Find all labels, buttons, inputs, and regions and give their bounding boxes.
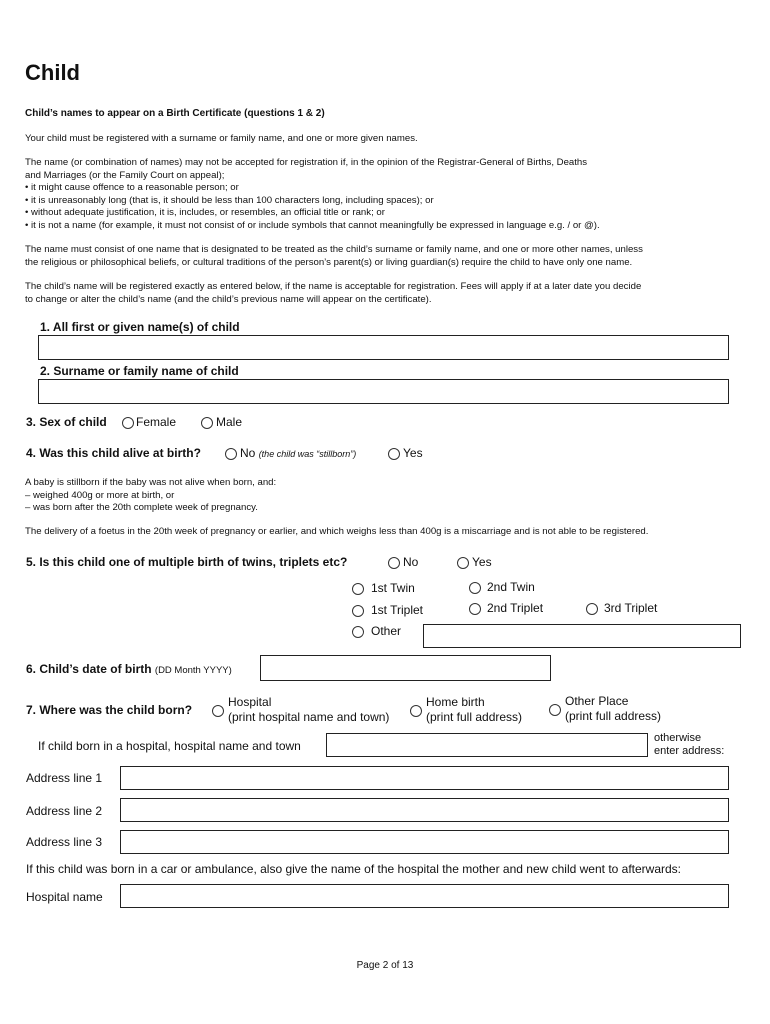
q4-label: 4. Was this child alive at birth? <box>26 446 201 460</box>
home-birth-option-label: Home birth (print full address) <box>426 695 523 724</box>
third-triplet-radio[interactable] <box>586 603 598 615</box>
names-subheading: Child’s names to appear on a Birth Certificate (questions 1 & 2) <box>25 108 325 119</box>
first-triplet-label: 1st Triplet <box>371 603 424 617</box>
intro-paragraph-4: The child’s name will be registered exactly as entered below, if the name is acceptable for registration. Fees will apply if at a later date you decide to change or alter the child’s name (and the child’s previous name will appear on the certificate). <box>25 281 642 305</box>
second-twin-label: 2nd Twin <box>487 580 535 594</box>
hospital-option-label: Hospital (print hospital name and town) <box>228 695 390 724</box>
other-multiple-radio[interactable] <box>352 626 364 638</box>
bullet-item: • without adequate justification, it is, includes, or resembles, an official title or rank; or <box>25 207 385 219</box>
hospital-name-town-field[interactable] <box>326 733 648 757</box>
page-number: Page 2 of 13 <box>356 960 414 971</box>
multiple-no-radio[interactable] <box>388 557 400 569</box>
female-radio[interactable] <box>122 417 134 429</box>
alive-yes-radio[interactable] <box>388 448 400 460</box>
hospital-name-label: Hospital name <box>26 890 103 904</box>
stillborn-no-label: No (the child was “stillborn”) <box>240 446 357 460</box>
bullet-item: • it is not a name (for example, it must not consist of or include symbols that cannot meaningfully be expressed in language e.g. / or @). <box>25 219 600 231</box>
alive-yes-label: Yes <box>403 446 423 460</box>
date-format-hint: (DD Month YYYY) <box>154 665 232 676</box>
q6-label: 6. Child’s date of birth (DD Month YYYY) <box>26 662 232 676</box>
stillborn-note: (the child was “stillborn”) <box>258 449 357 459</box>
male-radio[interactable] <box>201 417 213 429</box>
date-of-birth-field[interactable] <box>260 655 551 681</box>
q3-label: 3. Sex of child <box>26 415 107 429</box>
intro-paragraph-2: The name (or combination of names) may not be accepted for registration if, in the opinion of the Registrar-General of Births, Deaths and Marriages (or the Family Court on appeal); • it might cause offence to a reasonable person; or • it is unreasonably long (that is, it should be less than 100 characters long, including spaces); or • without adequate justification, it is, includes, or resembles, an official title or rank; or • it is not a name (for example, it must not consist of or include symbols that cannot meaningfully be expressed in language e.g. / or @). <box>25 157 600 231</box>
intro-paragraph-3: The name must consist of one name that is designated to be treated as the child’s surname or family name, and one or more other names, unless the religious or philosophical beliefs, or cultural traditions of the person’s parent(s) or living guardian(s) require the child to have only one name. <box>25 244 643 268</box>
stillborn-no-radio[interactable] <box>225 448 237 460</box>
intro-paragraph-1: Your child must be registered with a surname or family name, and one or more given names. <box>25 133 418 144</box>
multiple-yes-radio[interactable] <box>457 557 469 569</box>
address-line-1-field[interactable] <box>120 766 729 790</box>
home-birth-radio[interactable] <box>410 705 422 717</box>
first-twin-label: 1st Twin <box>371 581 415 595</box>
other-multiple-field[interactable] <box>423 624 741 648</box>
address-line-2-label: Address line 2 <box>26 804 103 818</box>
address-line-3-field[interactable] <box>120 830 729 854</box>
multiple-no-label: No <box>403 555 419 569</box>
q5-label: 5. Is this child one of multiple birth of twins, triplets etc? <box>26 555 348 569</box>
hospital-name-field[interactable] <box>120 884 729 908</box>
other-multiple-label: Other <box>371 624 402 638</box>
other-place-radio[interactable] <box>549 704 561 716</box>
hospital-name-town-label: If child born in a hospital, hospital name and town <box>38 739 301 753</box>
bullet-item: • it might cause offence to a reasonable person; or <box>25 182 239 194</box>
first-triplet-radio[interactable] <box>352 605 364 617</box>
third-triplet-label: 3rd Triplet <box>604 601 658 615</box>
male-label: Male <box>216 415 243 429</box>
other-place-option-label: Other Place (print full address) <box>565 694 662 723</box>
first-twin-radio[interactable] <box>352 583 364 595</box>
q2-label: 2. Surname or family name of child <box>40 364 239 378</box>
second-triplet-radio[interactable] <box>469 603 481 615</box>
address-line-1-label: Address line 1 <box>26 771 103 785</box>
hospital-radio[interactable] <box>212 705 224 717</box>
q7-label: 7. Where was the child born? <box>26 703 193 717</box>
miscarriage-note: The delivery of a foetus in the 20th week of pregnancy or earlier, and which weighs less than 400g is a miscarriage and is not able to be registered. <box>25 526 649 537</box>
section-title: Child <box>25 60 80 85</box>
otherwise-note: otherwise enter address: <box>654 732 725 757</box>
q1-label: 1. All first or given name(s) of child <box>40 320 240 334</box>
second-twin-radio[interactable] <box>469 582 481 594</box>
address-line-2-field[interactable] <box>120 798 729 822</box>
stillborn-definition: A baby is stillborn if the baby was not alive when born, and: – weighed 400g or more at birth, or – was born after the 20th complete week of pregnancy. <box>25 477 277 514</box>
address-line-3-label: Address line 3 <box>26 835 103 849</box>
second-triplet-label: 2nd Triplet <box>487 601 544 615</box>
car-ambulance-note: If this child was born in a car or ambulance, also give the name of the hospital the mother and new child went to afterwards: <box>26 862 682 876</box>
multiple-yes-label: Yes <box>472 555 492 569</box>
female-label: Female <box>136 415 177 429</box>
given-names-field[interactable] <box>38 335 729 360</box>
bullet-item: • it is unreasonably long (that is, it should be less than 100 characters long, including spaces); or <box>25 194 434 206</box>
surname-field[interactable] <box>38 379 729 404</box>
